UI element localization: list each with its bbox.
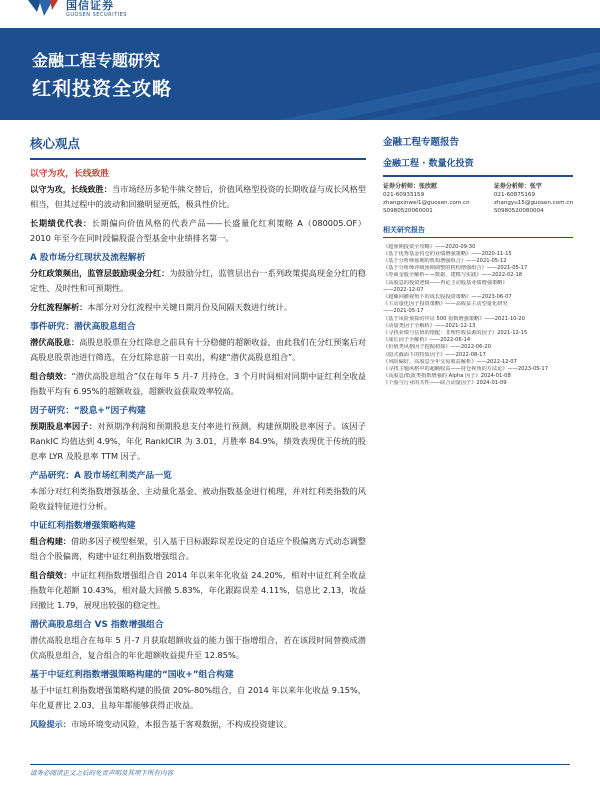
paragraph: 组合绩效：“潜伏高股息组合”仅在每年 5 月-7 月持仓，3 个月时间相对同期中证红利全收益指数平均有 6.95%的超额收益，超额收益获取效率较高。 [30, 370, 366, 396]
paragraph: 分红政策频出，监管层鼓励现金分红：为鼓励分红，监管层出台一系列政策提高现金分红的稳定性、及时性和可预期性。 [30, 267, 366, 293]
logo-mark-icon [28, 0, 58, 20]
sidebar-divider [383, 237, 573, 238]
paragraph: 分红流程解析：本部分对分红流程中关键日期月份及间隔天数进行统计。 [30, 301, 293, 312]
paragraph: 预期股息率因子：对预期净利润和预期股息支付率进行预测，构建预期股息率因子。该因子 RankIC 均值达到 4.9%，年化 RankICIR 为 3.01，月胜率 84.9%，绩效表现优于传统的股息率 LYR 及股息率 TTM 因子。 [30, 420, 366, 461]
related-report-item[interactable]: 《超额回撤视角下的成长股投资策略》——2023-06-07 [383, 293, 512, 300]
report-type: 金融工程专题报告 [383, 137, 460, 148]
related-report-item[interactable]: 《成长因子全解析》——2022-06-14 [383, 337, 471, 344]
logo-name-en: GUOSEN SECURITIES [66, 12, 127, 18]
related-report-item[interactable]: 《基于优秀基金持仓的业绩增强策略》——2020-11-15 [383, 250, 512, 257]
related-report-item[interactable]: 《高股息/低波类指数增强的 Alpha 因子》2024-01-08 [383, 373, 511, 380]
related-report-item[interactable]: 《基于分析师评级预期调整的机构增强组合》——2021-05-17 [383, 265, 528, 272]
top-bar [0, 0, 600, 28]
analyst-card: 证券分析师：张宇 021-60875169 zhangyu15@guosen.com.cn S0980520080004 [493, 182, 573, 214]
related-report-item[interactable]: 《价值类风格因子挖掘初探》——2022-06-20 [383, 344, 491, 351]
related-reports-list [383, 244, 573, 388]
subheading: A 股市场分红现状及流程解析 [30, 252, 146, 263]
related-report-item[interactable]: 《个股与行业的共性——联合动量因子》2024-01-09 [383, 380, 507, 387]
analyst-card: 证券分析师：张欣慰 021-60933159 zhangxinwei1@guosen.com.cn S0980520060001 [383, 182, 470, 214]
footer-divider [30, 764, 570, 765]
title-banner [0, 28, 600, 120]
analyst-email[interactable]: zhangxinwei1@guosen.com.cn [383, 199, 470, 206]
subheading: 以守为攻，长线致胜 [30, 168, 110, 179]
related-report-item[interactable]: 《寻找主题风格中的超额收益——持仓视角的方法论》——2023-05-17 [383, 365, 549, 372]
subheading: 中证红利指数增强策略构建 [30, 520, 136, 531]
paragraph: 以守为攻，长线致胜：当市场经历多轮牛熊交替后，价值风格型投资的长期收益与成长风格型相当，但其过程中的波动和回撤明显更低，极具性价比。 [30, 183, 366, 209]
subheading: 潜伏高股息组合 VS 指数增强组合 [30, 619, 164, 630]
core-view-column [30, 134, 366, 736]
paragraph: 基于中证红利指数增强策略构建的股债 20%-80%组合，自 2014 年以来年化收益 9.15%，年化夏普比 2.03，且每年都能够获得正收益。 [30, 684, 366, 710]
report-info-sidebar [383, 134, 573, 388]
report-title: 红利投资全攻略 [32, 78, 173, 100]
paragraph: 潜伏高股息：高股息股票在分红除息之前具有十分稳健的超额收益，由此我们在分红预案后对高股息股票池进行筛选，在分红除息前一日卖出，构建“潜伏高股息组合”。 [30, 336, 366, 362]
paragraph: 潜伏高股息组合在每年 5 月-7 月获取超额收益的能力强于指增组合，若在该段时间替换成潜伏高股息组合，复合组合的年化超额收益提升至 12.85%。 [30, 634, 366, 660]
analyst-email[interactable]: zhangyu15@guosen.com.cn [493, 199, 573, 206]
subheading: 因子研究：“股息+”因子构建 [30, 405, 146, 416]
related-report-item[interactable]: ——2021-05-17 [383, 308, 424, 315]
analyst-block [383, 183, 573, 215]
paragraph: 本部分对红利类指数增强基金、主动量化基金、被动指数基金进行梳理，并对红利类指数的风险收益特征进行分析。 [30, 485, 366, 511]
related-report-item[interactable]: 《寻找业绩与估值的错配：非理性收益源的因子》2021-12-15 [383, 329, 528, 336]
risk-warning: 风险提示：市场环境变动风险，本报告基于客观数据，不构成投资建议。 [30, 718, 293, 729]
related-report-item[interactable]: 《基于分析师预期的机构增强组合》——2021-05-12 [383, 257, 507, 264]
report-category: 金融工程 · 数量化投资 [383, 159, 474, 169]
logo-name-cn: 国信证券 [66, 0, 114, 12]
paragraph: 组合绩效：中证红利指数增强组合自 2014 年以来年化收益 24.20%，相对中证红利全收益指数年化超额 10.43%，相对最大回撤 5.83%，年化跟踪误差 4.11%，信息比 2.13，收益回撤比 1.79，展现出较强的稳定性。 [30, 569, 366, 610]
paragraph: 长期绩优代表：长期偏向价值风格的代表产品——长盛量化红利策略 A（080005.OF）2010 年至今在同时段偏股混合型基金中业绩排名第一。 [30, 217, 366, 243]
related-report-item[interactable]: 《高股息的投资逻辑——再论主动股基业绩增强策略》 [383, 279, 508, 286]
related-report-item[interactable]: 《动量类因子全解析》——2021-12-13 [383, 322, 476, 329]
related-report-item[interactable]: 《隐式截面下的特质因子》——2022-08-17 [383, 351, 486, 358]
footer-disclaimer: 请务必阅读正文之后的免责声明及其项下所有内容 [30, 769, 173, 777]
subheading: 事件研究：潜伏高股息组合 [30, 321, 136, 332]
report-series-title: 金融工程专题研究 [32, 51, 161, 70]
related-report-item[interactable]: 《基于风险预算的中证 500 指数增强策略》——2021-10-20 [383, 315, 525, 322]
subheading: 基于中证红利指数增强策略构建的“国收+”组合构建 [30, 669, 234, 680]
paragraph: 组合构建：借助多因子模型框架，引入基于目标跟踪误差设定的自适应个股偏离方式动态调整组合个股偏离，构建中证红利指数增强组合。 [30, 535, 366, 561]
related-report-item[interactable]: 《风险偏好、高股息全年交易收益解析》——2022-12-07 [383, 358, 517, 365]
subheading: 产品研究：A 股市场红利类产品一览 [30, 470, 172, 481]
section-divider [30, 158, 366, 160]
related-report-item[interactable]: ——2022-12-07 [383, 286, 424, 293]
section-title: 核心观点 [30, 136, 81, 151]
company-logo [28, 0, 127, 20]
sidebar-divider [383, 175, 573, 177]
related-report-item[interactable]: 《超预期投资全攻略》——2020-09-30 [383, 243, 476, 250]
related-reports-title: 相关研究报告 [383, 225, 425, 234]
related-report-item[interactable]: 《券商金股全解析——数据、建模与实践》——2022-02-18 [383, 272, 523, 279]
related-report-item[interactable]: 《主动量化因子投资策略》——高收益主动型量化研究 [383, 301, 508, 308]
